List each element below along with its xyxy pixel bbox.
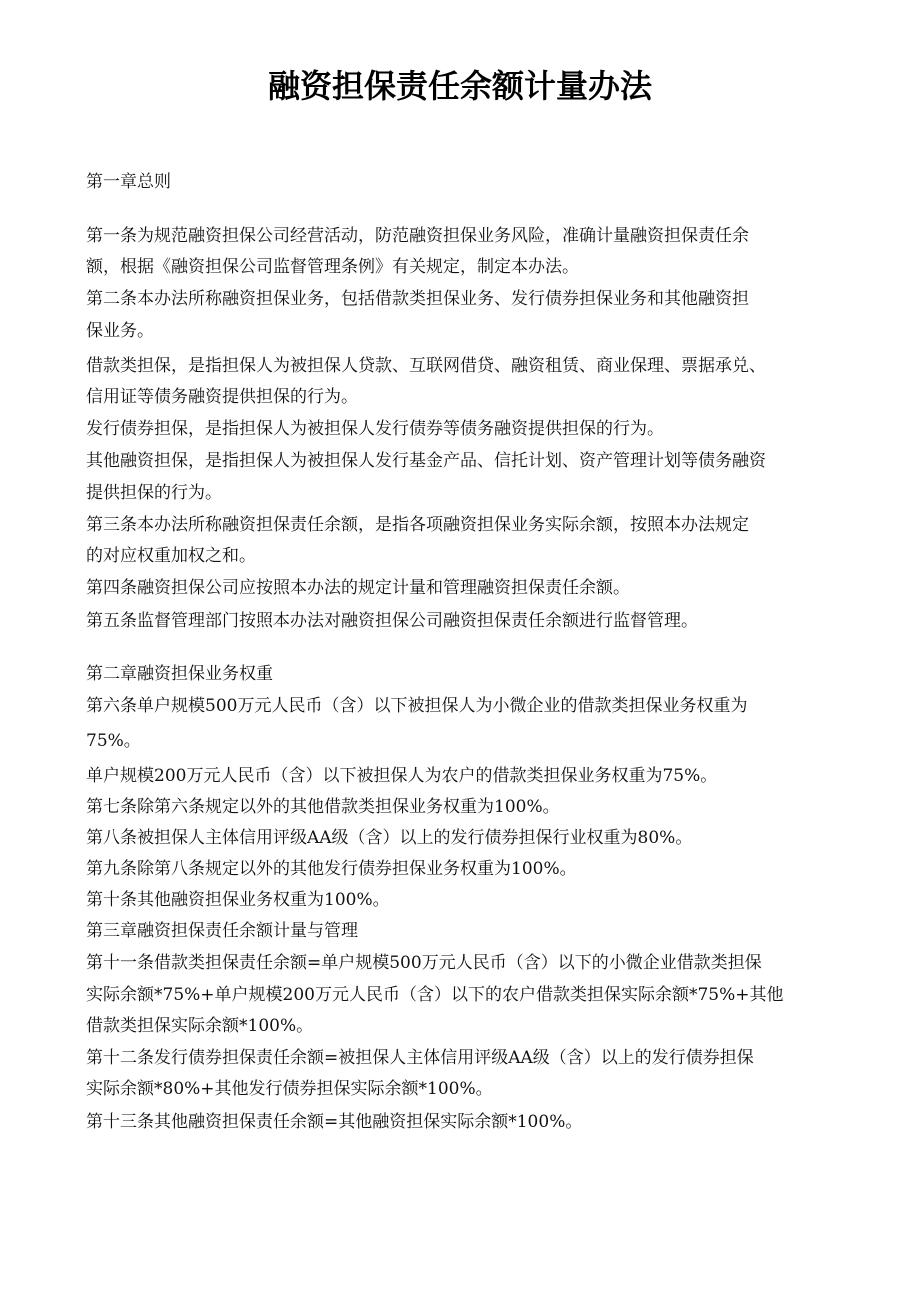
article-1-line-1: 第一条为规范融资担保公司经营活动，防范融资担保业务风险，准确计量融资担保责任余	[86, 226, 749, 246]
article-11-line-2: 实际余额*75%+单户规模200万元人民币（含）以下的农户借款类担保实际余额*75%+其他	[86, 985, 784, 1005]
document-title: 融资担保责任余额计量办法	[267, 67, 652, 105]
loan-guarantee-line-1: 借款类担保，是指担保人为被担保人贷款、互联网借贷、融资租赁、商业保理、票据承兑、	[86, 356, 766, 376]
article-10: 第十条其他融资担保业务权重为100%。	[86, 890, 390, 910]
article-13: 第十三条其他融资担保责任余额=其他融资担保实际余额*100%。	[86, 1112, 583, 1132]
bond-guarantee-definition: 发行债券担保，是指担保人为被担保人发行债券等债务融资提供担保的行为。	[86, 419, 664, 439]
article-2-line-2: 保业务。	[86, 321, 154, 341]
loan-guarantee-line-2: 信用证等债务融资提供担保的行为。	[86, 387, 358, 407]
article-9: 第九条除第八条规定以外的其他发行债券担保业务权重为100%。	[86, 859, 577, 879]
article-3-line-1: 第三条本办法所称融资担保责任余额，是指各项融资担保业务实际余额，按照本办法规定	[86, 515, 749, 535]
article-7: 第七条除第六条规定以外的其他借款类担保业务权重为100%。	[86, 797, 560, 817]
chapter-heading-2: 第二章融资担保业务权重	[86, 664, 273, 684]
article-12-line-1: 第十二条发行债券担保责任余额=被担保人主体信用评级AA级（含）以上的发行债券担保	[86, 1048, 754, 1068]
article-12-line-2: 实际余额*80%+其他发行债券担保实际余额*100%。	[86, 1079, 493, 1099]
article-5: 第五条监督管理部门按照本办法对融资担保公司融资担保责任余额进行监督管理。	[86, 611, 698, 631]
article-2-line-1: 第二条本办法所称融资担保业务，包括借款类担保业务、发行债券担保业务和其他融资担	[86, 289, 749, 309]
article-1-line-2: 额，根据《融资担保公司监督管理条例》有关规定，制定本办法。	[86, 257, 579, 277]
article-8: 第八条被担保人主体信用评级AA级（含）以上的发行债券担保行业权重为80%。	[86, 828, 693, 848]
article-11-line-3: 借款类担保实际余额*100%。	[86, 1016, 314, 1036]
chapter-heading-1: 第一章总则	[86, 172, 171, 192]
chapter-heading-3: 第三章融资担保责任余额计量与管理	[86, 921, 358, 941]
other-guarantee-line-1: 其他融资担保，是指担保人为被担保人发行基金产品、信托计划、资产管理计划等债务融资	[86, 451, 766, 471]
article-6-line-1: 第六条单户规模500万元人民币（含）以下被担保人为小微企业的借款类担保业务权重为	[86, 696, 748, 716]
article-6-farmer-weight: 单户规模200万元人民币（含）以下被担保人为农户的借款类担保业务权重为75%。	[86, 766, 718, 786]
article-4: 第四条融资担保公司应按照本办法的规定计量和管理融资担保责任余额。	[86, 578, 630, 598]
article-11-line-1: 第十一条借款类担保责任余额=单户规模500万元人民币（含）以下的小微企业借款类担保	[86, 953, 762, 973]
article-6-line-2: 75%。	[86, 731, 141, 751]
other-guarantee-line-2: 提供担保的行为。	[86, 483, 222, 503]
article-3-line-2: 的对应权重加权之和。	[86, 546, 256, 566]
